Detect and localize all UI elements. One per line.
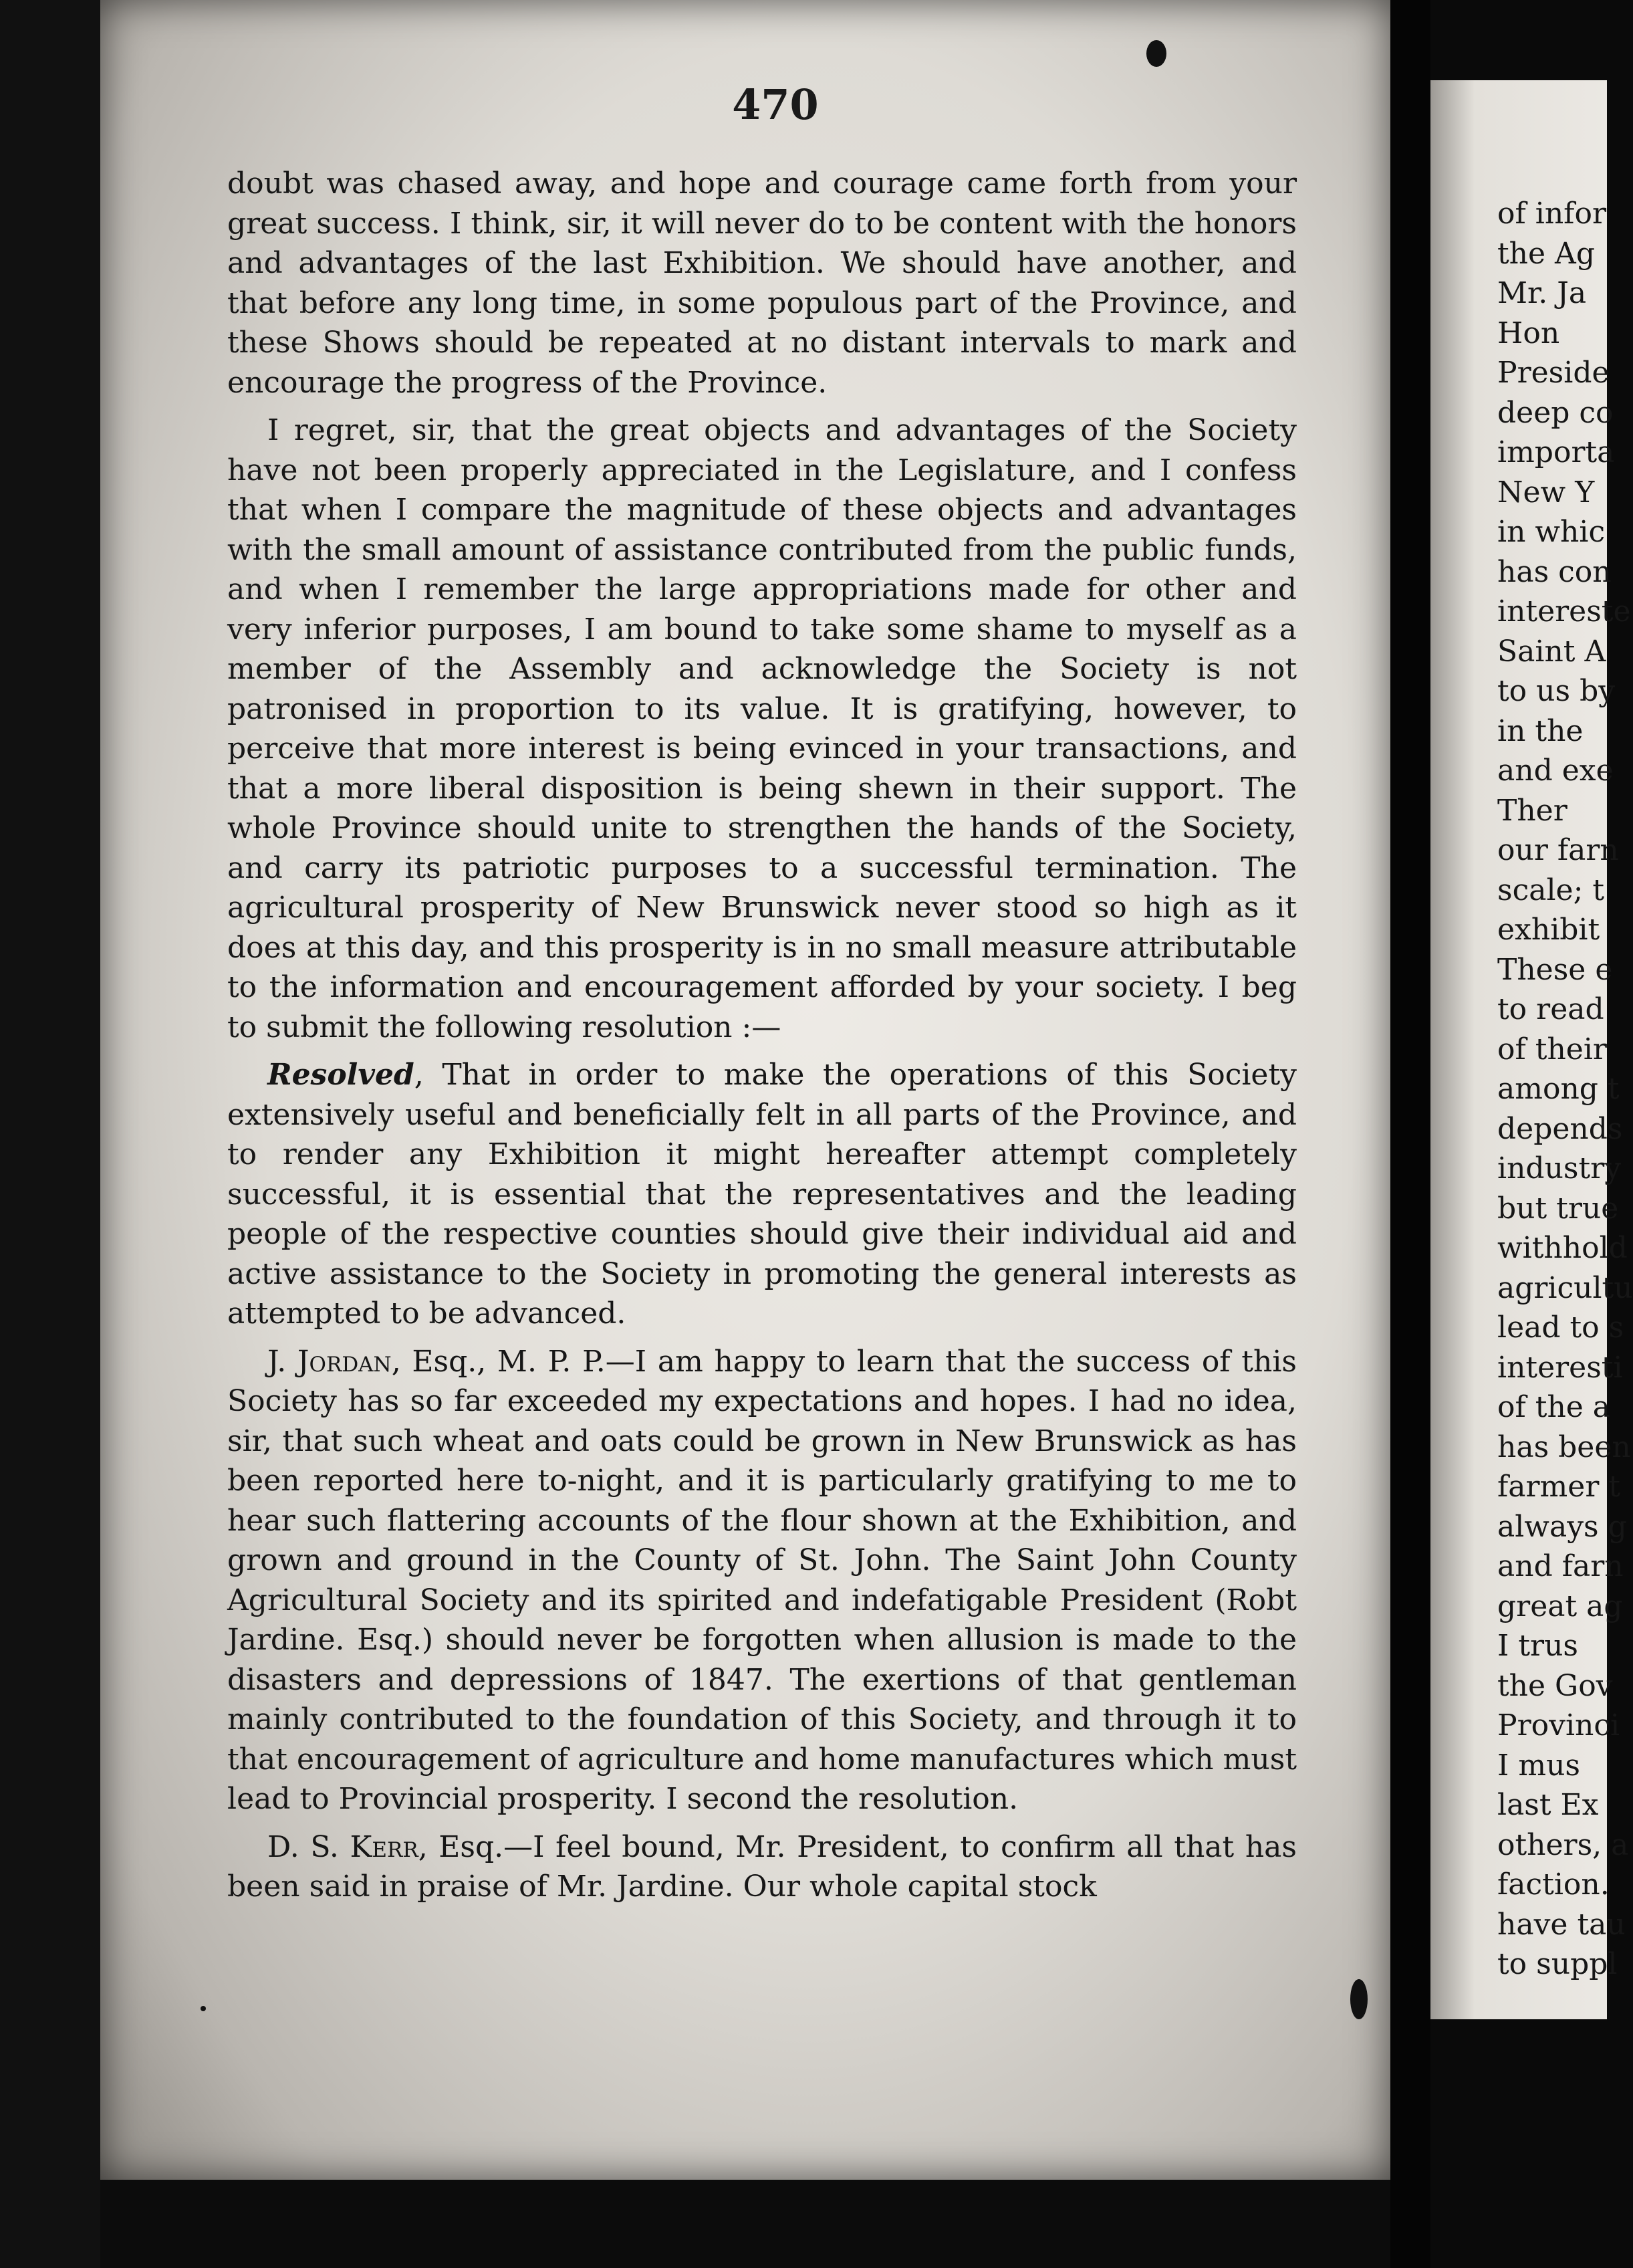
- facing-page-line: deep co: [1497, 395, 1614, 430]
- paragraph-regret: I regret, sir, that the great objects and advantages of the Society have not been properly appreciated in the Legislature, and I confess that when I compare the magnitude of these objects and advantages with the small amount of assistance contributed from the public funds, and when I remember the large appropriations made for other and very inferior purposes, I am bound to take some shame to myself as a member of the Assembly and acknowledge the Society is not patronised in proportion to its value. It is gratifying, however, to perceive that more interest is being evinced in your transactions, and that a more liberal disposition is being shewn in their support. The whole Province should unite to strengthen the hands of the Society, and carry its patriotic purposes to a successful termination. The agricultural prosperity of New Brunswick never stood so high as it does at this day, and this prosperity is in no small measure attributable to the information and encouragement afforded by your society. I beg to submit the following resolution :—: [227, 413, 1297, 1044]
- facing-page-line: always g: [1497, 1509, 1627, 1544]
- paragraph-resolution: [227, 1055, 1297, 1334]
- resolution-text: , That in order to make the operations of this Society extensively useful and beneficially felt in all parts of the Province, and to render any Exhibition it might hereafter attempt completely successful, it is essential that the representatives and the leading people of the respective counties should give their individual aid and active assistance to the Society in promoting the general interests as attempted to be advanced.: [227, 1058, 1297, 1331]
- facing-page-line: Hon: [1497, 316, 1560, 350]
- page-body: [227, 164, 1297, 1907]
- facing-page-line: the Gov: [1497, 1668, 1613, 1703]
- facing-page-line: lead to s: [1497, 1311, 1624, 1345]
- facing-page-line: farmer t: [1497, 1470, 1621, 1504]
- facing-page-line: the Ag: [1497, 236, 1595, 271]
- paragraph-jordan: [227, 1342, 1297, 1819]
- jordan-speech: , Esq., M. P. P.—I am happy to learn that the success of this Society has so far exceeded my expectations and hopes. I had no idea, sir, that such wheat and oats could be grown in New Brunswick as has been reported here to-night, and it is particularly gratifying to me to hear such flattering accounts of the flour shown at the Exhibition, and grown and ground in the County of St. John. The Saint John County Agricultural Society and its spirited and indefatigable President (Robt Jardine. Esq.) should never be forgotten when allusion is made to the disasters and depressions of 1847. The exertions of that gentleman mainly contributed to the foundation of this Society, and through it to that encouragement of agriculture and home manufactures which must lead to Provincial prosperity. I second the resolution.: [227, 1344, 1297, 1816]
- facing-page-line: in whic: [1497, 515, 1606, 549]
- facing-page-line: great ag: [1497, 1589, 1623, 1623]
- resolved-lead: Resolved: [267, 1058, 414, 1092]
- facing-page-line: Preside: [1497, 356, 1610, 390]
- kerr-speech: , Esq.—I feel bound, Mr. President, to confirm all that has been said in praise of Mr. Jardine. Our whole capital stock: [227, 1829, 1297, 1904]
- facing-page-line: withhold: [1497, 1231, 1628, 1265]
- facing-page-line: New Y: [1497, 475, 1595, 509]
- paragraph-kerr: [227, 1827, 1297, 1907]
- facing-page-line: Saint A: [1497, 634, 1606, 669]
- facing-page-line: These e: [1497, 952, 1613, 987]
- facing-page-line: interesti: [1497, 1350, 1623, 1385]
- ink-speck: [201, 2006, 206, 2011]
- page-number: 470: [732, 80, 819, 129]
- facing-page-line: intereste: [1497, 594, 1631, 629]
- facing-page-line: faction.: [1497, 1867, 1610, 1902]
- facing-page-line: of the a: [1497, 1390, 1611, 1424]
- facing-page-line: I mus: [1497, 1748, 1581, 1783]
- facing-page-line: of their: [1497, 1032, 1607, 1066]
- facing-page-line: last Ex: [1497, 1788, 1599, 1822]
- facing-page-line: importa: [1497, 435, 1615, 469]
- ink-speck: [1146, 40, 1166, 67]
- facing-page-line: but true: [1497, 1191, 1619, 1226]
- facing-page-line: of infor: [1497, 197, 1606, 231]
- paragraph-continued: doubt was chased away, and hope and courage came forth from your great success. I think, sir, it will never do to be content with the honors and advantages of the last Exhibition. We should have another, and that before any long time, in some populous part of the Province, and these Shows should be repeated at no distant intervals to mark and encourage the progress of the Province.: [227, 166, 1297, 400]
- bottom-margin-shadow: [100, 2180, 1390, 2268]
- facing-page-line: our farn: [1497, 833, 1619, 867]
- facing-page-line: to read: [1497, 992, 1604, 1026]
- facing-page-line: and farn: [1497, 1549, 1624, 1583]
- facing-page-line: among t: [1497, 1072, 1620, 1106]
- facing-page-line: has been: [1497, 1430, 1631, 1464]
- book-gutter: [1390, 0, 1430, 2268]
- facing-page-line: depends: [1497, 1111, 1623, 1146]
- facing-page-line: agricultu: [1497, 1270, 1633, 1305]
- facing-page-text: [1497, 194, 1633, 1984]
- facing-page-line: I trus: [1497, 1629, 1578, 1663]
- speaker-jordan: J. Jordan: [267, 1344, 392, 1379]
- facing-page-line: to us by: [1497, 674, 1616, 708]
- facing-page-line: scale; t: [1497, 873, 1605, 907]
- speaker-kerr: D. S. Kerr: [267, 1829, 418, 1864]
- facing-page-line: others, a: [1497, 1827, 1629, 1862]
- facing-page-line: in the: [1497, 713, 1584, 748]
- facing-page-line: to suppl: [1497, 1947, 1618, 1981]
- facing-page-line: Provinci: [1497, 1708, 1620, 1742]
- facing-page-line: exhibit: [1497, 913, 1600, 947]
- facing-page-line: has con: [1497, 554, 1612, 589]
- facing-page-line: have tau: [1497, 1907, 1626, 1942]
- facing-page-line: Ther: [1497, 793, 1567, 828]
- facing-page-line: and exe: [1497, 754, 1614, 788]
- facing-page-line: industry: [1497, 1151, 1622, 1185]
- facing-page-line: Mr. Ja: [1497, 276, 1587, 310]
- ink-speck: [1350, 1979, 1368, 2019]
